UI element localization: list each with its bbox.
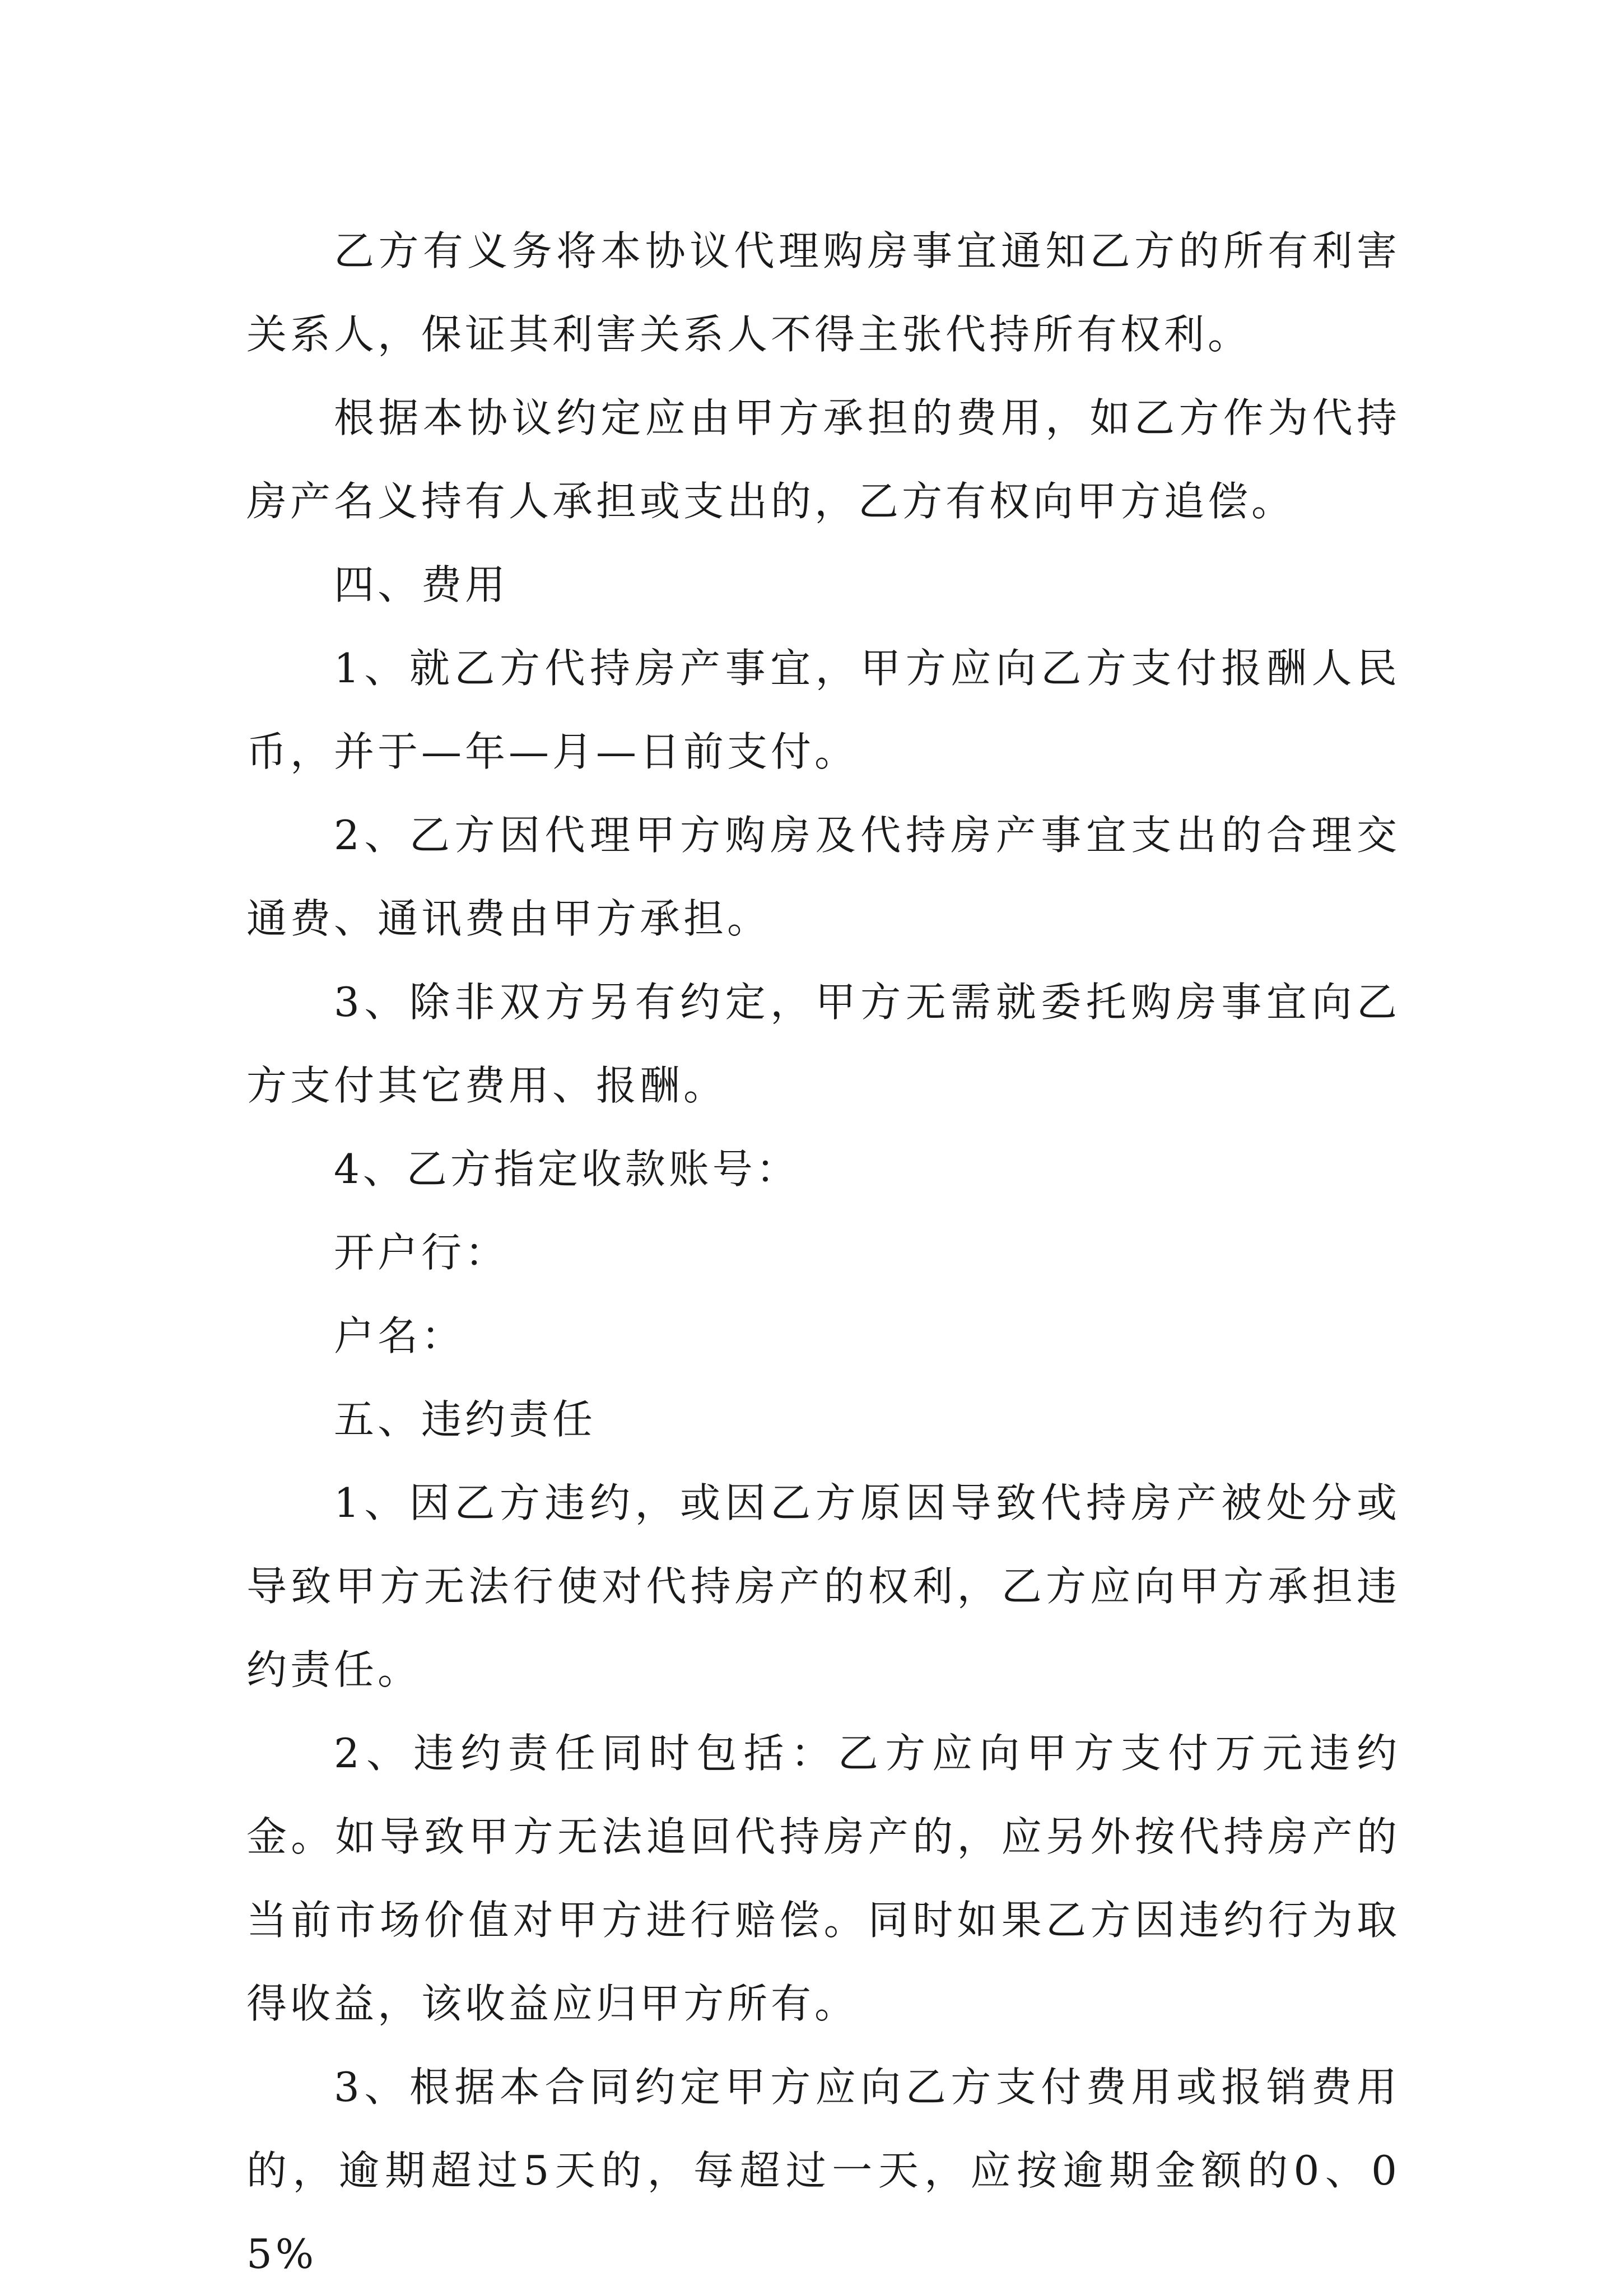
account-name-field: 户名： — [334, 1312, 465, 1359]
clause-liability-3: 3、根据本合同约定甲方应向乙方支付费用或报销费用的，逾期超过5天的，每超过一天，应按逾期金额的0、05% — [246, 2064, 1400, 2278]
clause-fees-4-account: 4、乙方指定收款账号： — [334, 1145, 800, 1193]
clause-fees-3: 3、除非双方另有约定，甲方无需就委托购房事宜向乙方支付其它费用、报酬。 — [246, 979, 1400, 1109]
document-body — [246, 209, 1400, 2296]
clause-fees-2: 2、乙方因代理甲方购房及代持房产事宜支出的合理交通费、通讯费由甲方承担。 — [246, 812, 1400, 942]
bank-field: 开户行： — [334, 1229, 509, 1276]
paragraph-notify-interested-parties: 乙方有义务将本协议代理购房事宜通知乙方的所有利害关系人，保证其利害关系人不得主张代持所有权利。 — [246, 227, 1400, 358]
clause-fees-1: 1、就乙方代持房产事宜，甲方应向乙方支付报酬人民币，并于—年—月—日前支付。 — [246, 645, 1400, 775]
section-heading-liability: 五、违约责任 — [334, 1396, 597, 1443]
section-heading-fees: 四、费用 — [334, 561, 509, 608]
clause-liability-2: 2、违约责任同时包括：乙方应向甲方支付万元违约金。如导致甲方无法追回代持房产的，应另外按代持房产的当前市场价值对甲方进行赔偿。同时如果乙方因违约行为取得收益，该收益应归甲方所有。 — [246, 1730, 1400, 2027]
paragraph-reimbursement-right: 根据本协议约定应由甲方承担的费用，如乙方作为代持房产名义持有人承担或支出的，乙方有权向甲方追偿。 — [246, 394, 1400, 525]
clause-liability-1: 1、因乙方违约，或因乙方原因导致代持房产被处分或导致甲方无法行使对代持房产的权利，乙方应向甲方承担违约责任。 — [246, 1479, 1400, 1693]
